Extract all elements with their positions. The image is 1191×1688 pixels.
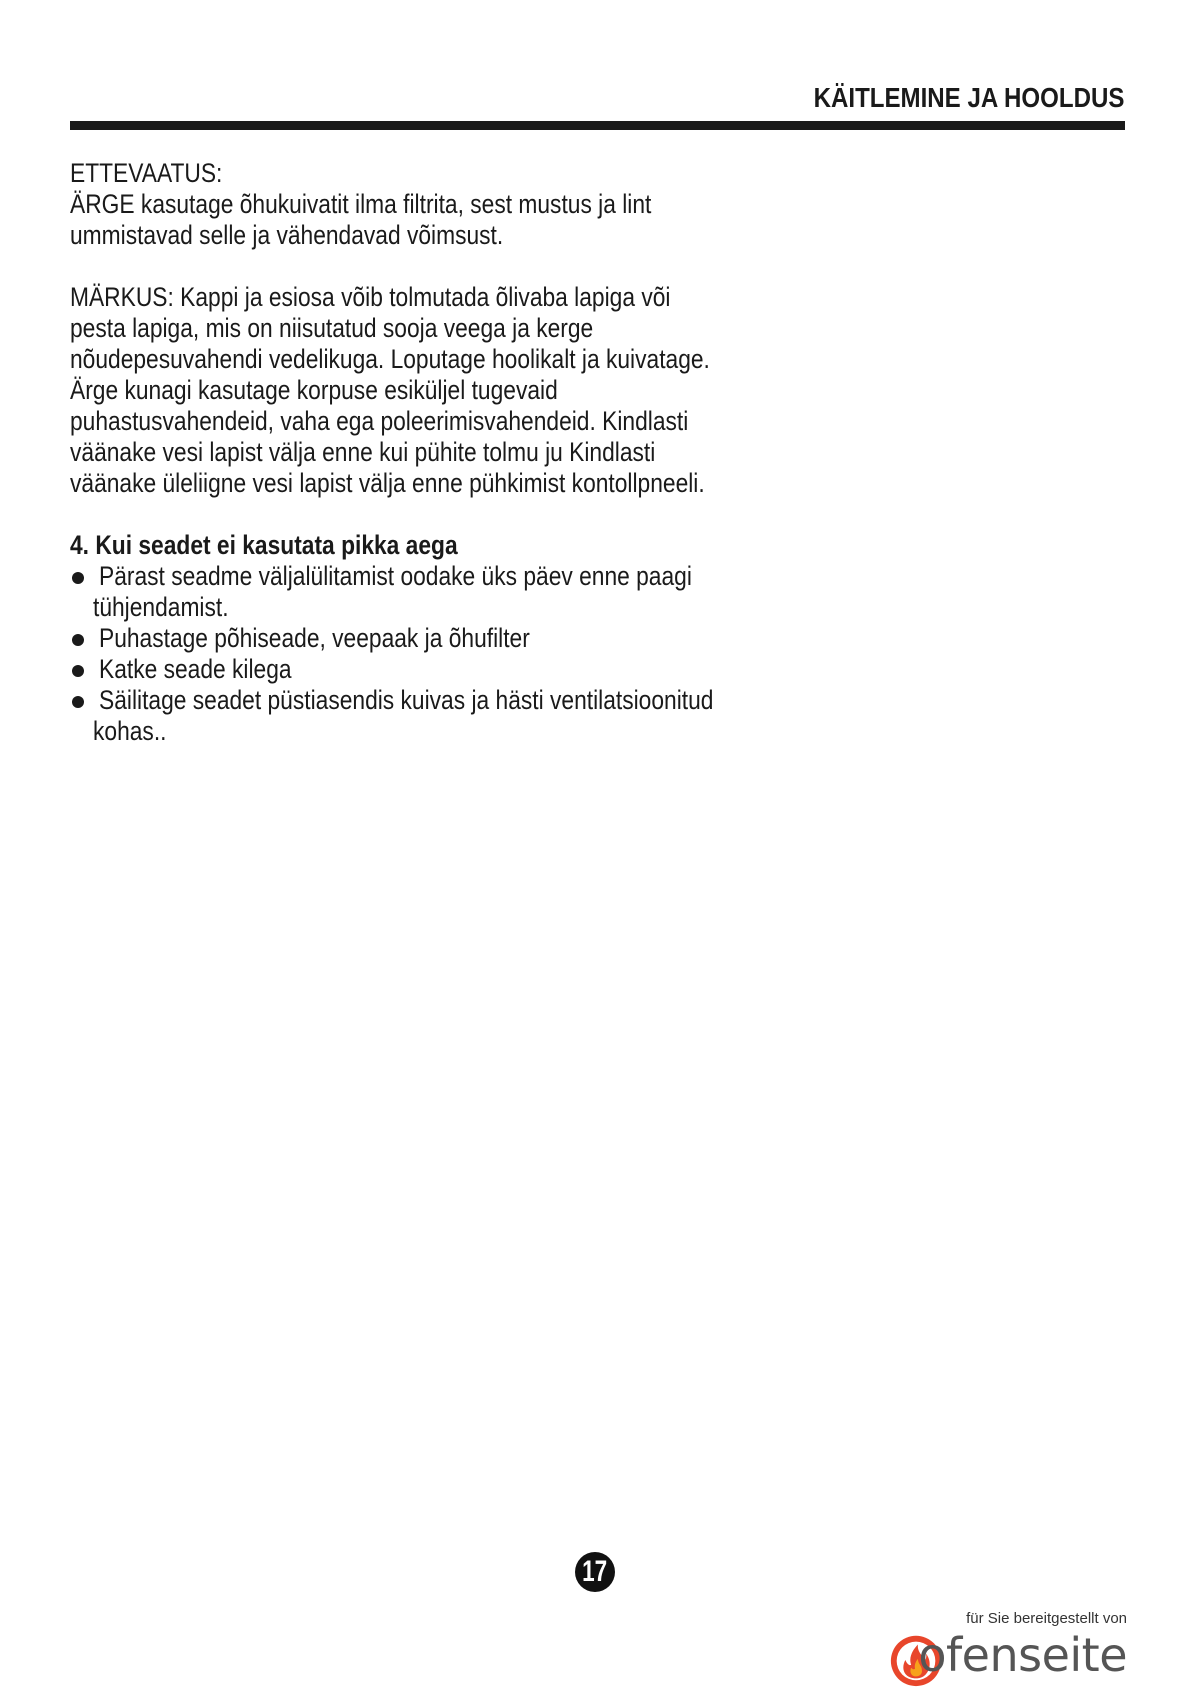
note-line: pesta lapiga, mis on niisutatud sooja veega ja kerge	[70, 313, 594, 343]
list-item-text: Pärast seadme väljalülitamist oodake üks päev enne paagi	[99, 561, 692, 591]
bullet-icon	[72, 634, 84, 646]
list-item-text: kohas..	[93, 716, 167, 746]
note-line: Ärge kunagi kasutage korpuse esiküljel tugevaid	[70, 375, 558, 405]
section-4	[70, 530, 790, 747]
note-line: puhastusvahendeid, vaha ega poleerimisvahendeid. Kindlasti	[70, 406, 689, 436]
list-item-text: Katke seade kilega	[99, 654, 292, 684]
caution-block	[70, 158, 790, 251]
bullet-icon	[72, 665, 84, 677]
list-item-text: Säilitage seadet püstiasendis kuivas ja hästi ventilatsioonitud	[99, 685, 714, 715]
spacer	[70, 251, 790, 282]
note-line: väänake vesi lapist välja enne kui pühite tolmu ju Kindlasti	[70, 437, 656, 467]
list-item-text: Puhastage põhiseade, veepaak ja õhufilter	[99, 623, 530, 653]
page-content	[70, 158, 790, 747]
note-block	[70, 282, 790, 499]
caution-line: ÄRGE kasutage õhukuivatit ilma filtrita, sest mustus ja lint	[70, 189, 652, 219]
list-item-continuation	[70, 592, 790, 623]
provided-by-label: für Sie bereitgestellt von	[966, 1610, 1127, 1627]
list-item-text: tühjendamist.	[93, 592, 229, 622]
list-item	[70, 685, 790, 716]
header-divider	[70, 121, 1125, 130]
page-number	[575, 1552, 615, 1592]
note-line: nõudepesuvahendi vedelikuga. Loputage hoolikalt ja kuivatage.	[70, 344, 710, 374]
list-item	[70, 561, 790, 592]
caution-line: ummistavad selle ja vähendavad võimsust.	[70, 220, 504, 250]
provider-logo[interactable]	[887, 1610, 1127, 1684]
bullet-icon	[72, 696, 84, 708]
list-item	[70, 654, 790, 685]
brand-name: ofenseite	[918, 1628, 1127, 1682]
list-item-continuation	[70, 716, 790, 747]
note-line: MÄRKUS: Kappi ja esiosa võib tolmutada õlivaba lapiga või	[70, 282, 671, 312]
section-heading: 4. Kui seadet ei kasutata pikka aega	[70, 530, 458, 560]
caution-heading: ETTEVAATUS:	[70, 158, 223, 188]
page-title: KÄITLEMINE JA HOOLDUS	[813, 82, 1124, 113]
list-item	[70, 623, 790, 654]
note-line: väänake üleliigne vesi lapist välja enne pühkimist kontollpneeli.	[70, 468, 705, 498]
page-number-text: 17	[582, 1555, 608, 1588]
bullet-icon	[72, 572, 84, 584]
spacer	[70, 499, 790, 530]
